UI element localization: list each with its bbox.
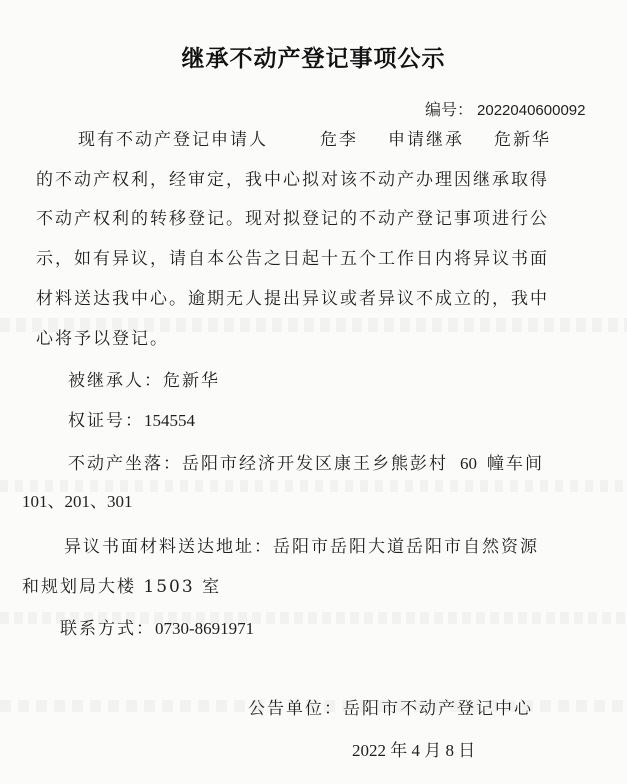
decedent-name-inline: 危新华 [494,130,551,150]
decedent-value: 危新华 [163,371,220,391]
document-number-value: 2022040600092 [477,102,586,119]
location-value: 岳阳市经济开发区康王乡熊彭村 [182,454,448,474]
applicant-intro: 现有不动产登记申请人 [78,130,268,150]
certificate-label: 权证号： [68,411,144,431]
paragraph-line: 材料送达我中心。逾期无人提出异议或者异议不成立的，我中 [36,289,549,309]
decedent-row [68,366,220,391]
apply-inherit-text: 申请继承 [388,130,464,150]
objection-address-row [64,532,539,557]
certificate-value: 154554 [144,411,195,430]
issuer-row [248,694,533,719]
location-label: 不动产坐落： [68,454,182,474]
location-value-end: 幢车间 [487,454,544,474]
objection-address-continuation: 和规划局大楼 1503 室 [22,577,222,597]
paragraph-line: 示，如有异议，请自本公告之日起十五个工作日内将异议书面 [36,249,549,269]
paragraph-line [78,125,551,150]
contact-row [60,614,254,639]
location-row [68,449,544,474]
issuer-value: 岳阳市不动产登记中心 [343,699,533,719]
page-title: 继承不动产登记事项公示 [181,46,446,72]
certificate-row [68,406,195,431]
location-continuation: 101、201、301 [22,492,133,511]
issuer-label: 公告单位： [248,699,343,719]
contact-label: 联系方式： [60,619,155,639]
decedent-label: 被继承人： [68,371,163,391]
applicant-name: 危李 [320,130,358,150]
issue-date: 2022 年 4 月 8 日 [352,741,476,760]
document-number [425,97,585,120]
document-number-label: 编号： [425,100,474,119]
contact-value: 0730-8691971 [155,619,255,638]
paragraph-line: 的不动产权利，经审定，我中心拟对该不动产办理因继承取得 [36,170,549,190]
location-building-number: 60 [460,454,477,473]
objection-address-value: 岳阳市岳阳大道岳阳市自然资源 [273,537,539,557]
paragraph-line: 不动产权利的转移登记。现对拟登记的不动产登记事项进行公 [36,209,549,229]
objection-address-label: 异议书面材料送达地址： [64,537,273,557]
paragraph-line: 心将予以登记。 [36,329,169,349]
